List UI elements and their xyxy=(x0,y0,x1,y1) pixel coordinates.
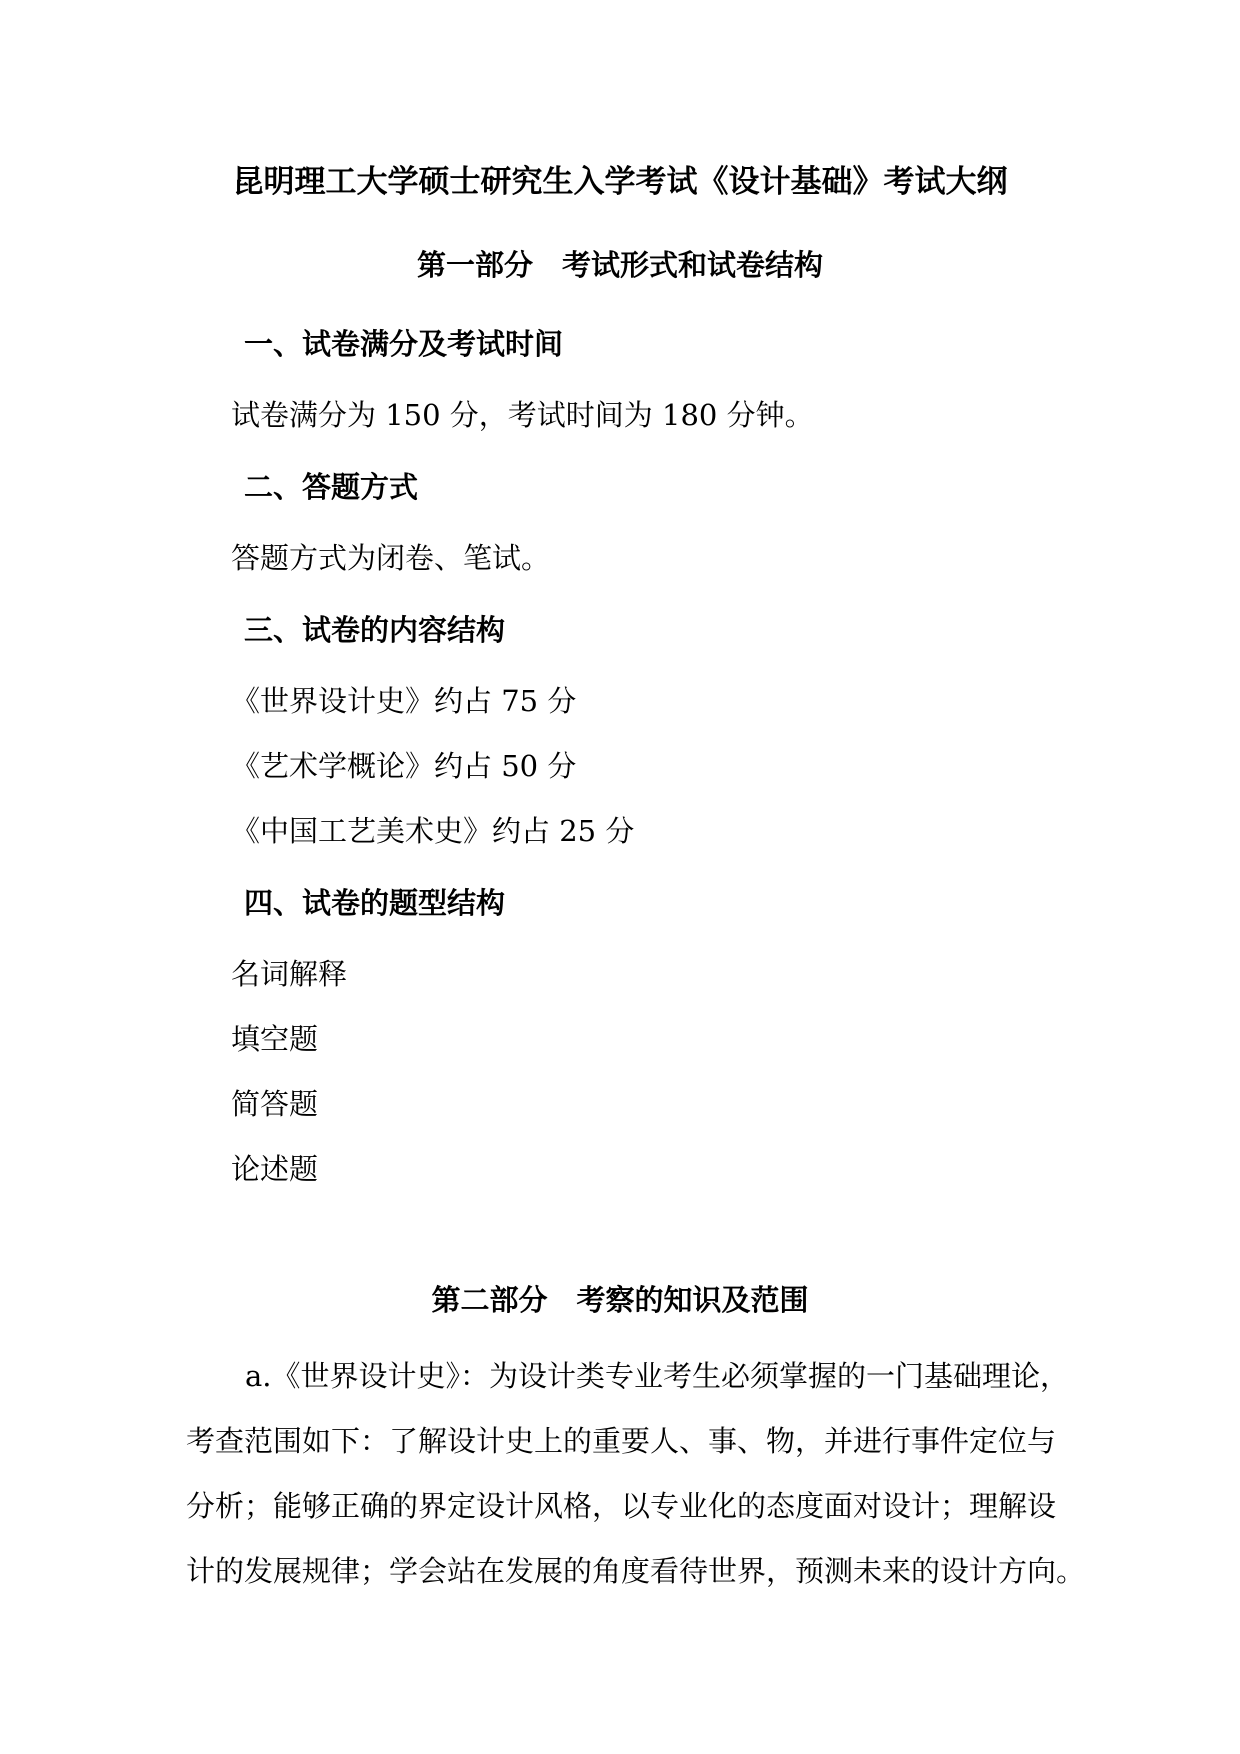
content-item-chinese-craft-history: 《中国工艺美术史》约占 25 分 xyxy=(231,814,635,848)
section-heading-content-structure: 三、试卷的内容结构 xyxy=(244,613,506,647)
section-heading-exam-score-time: 一、试卷满分及考试时间 xyxy=(244,327,564,361)
section-heading-question-types: 四、试卷的题型结构 xyxy=(244,886,506,920)
question-type-short-answer: 简答题 xyxy=(231,1087,319,1121)
paragraph-line: 计的发展规律；学会站在发展的角度看待世界，预测未来的设计方向。 xyxy=(186,1554,1086,1588)
question-type-fill-blank: 填空题 xyxy=(231,1022,319,1056)
paragraph-line: 考查范围如下：了解设计史上的重要人、事、物，并进行事件定位与 xyxy=(186,1424,1057,1458)
paragraph-line: a.《世界设计史》：为设计类专业考生必须掌握的一门基础理论， xyxy=(245,1359,1070,1393)
document-title: 昆明理工大学硕士研究生入学考试《设计基础》考试大纲 xyxy=(232,164,1008,200)
question-type-term-explanation: 名词解释 xyxy=(231,957,348,991)
content-item-art-theory: 《艺术学概论》约占 50 分 xyxy=(231,749,577,783)
paragraph-line: 分析；能够正确的界定设计风格，以专业化的态度面对设计；理解设 xyxy=(186,1489,1057,1523)
section-heading-answer-method: 二、答题方式 xyxy=(244,470,419,504)
part1-heading: 第一部分 考试形式和试卷结构 xyxy=(416,248,823,282)
question-type-essay: 论述题 xyxy=(231,1152,319,1186)
part2-heading: 第二部分 考察的知识及范围 xyxy=(431,1283,809,1317)
section-text-score-time: 试卷满分为 150 分，考试时间为 180 分钟。 xyxy=(231,398,814,432)
section-text-answer-method: 答题方式为闭卷、笔试。 xyxy=(231,541,551,575)
content-item-world-design-history: 《世界设计史》约占 75 分 xyxy=(231,684,577,718)
